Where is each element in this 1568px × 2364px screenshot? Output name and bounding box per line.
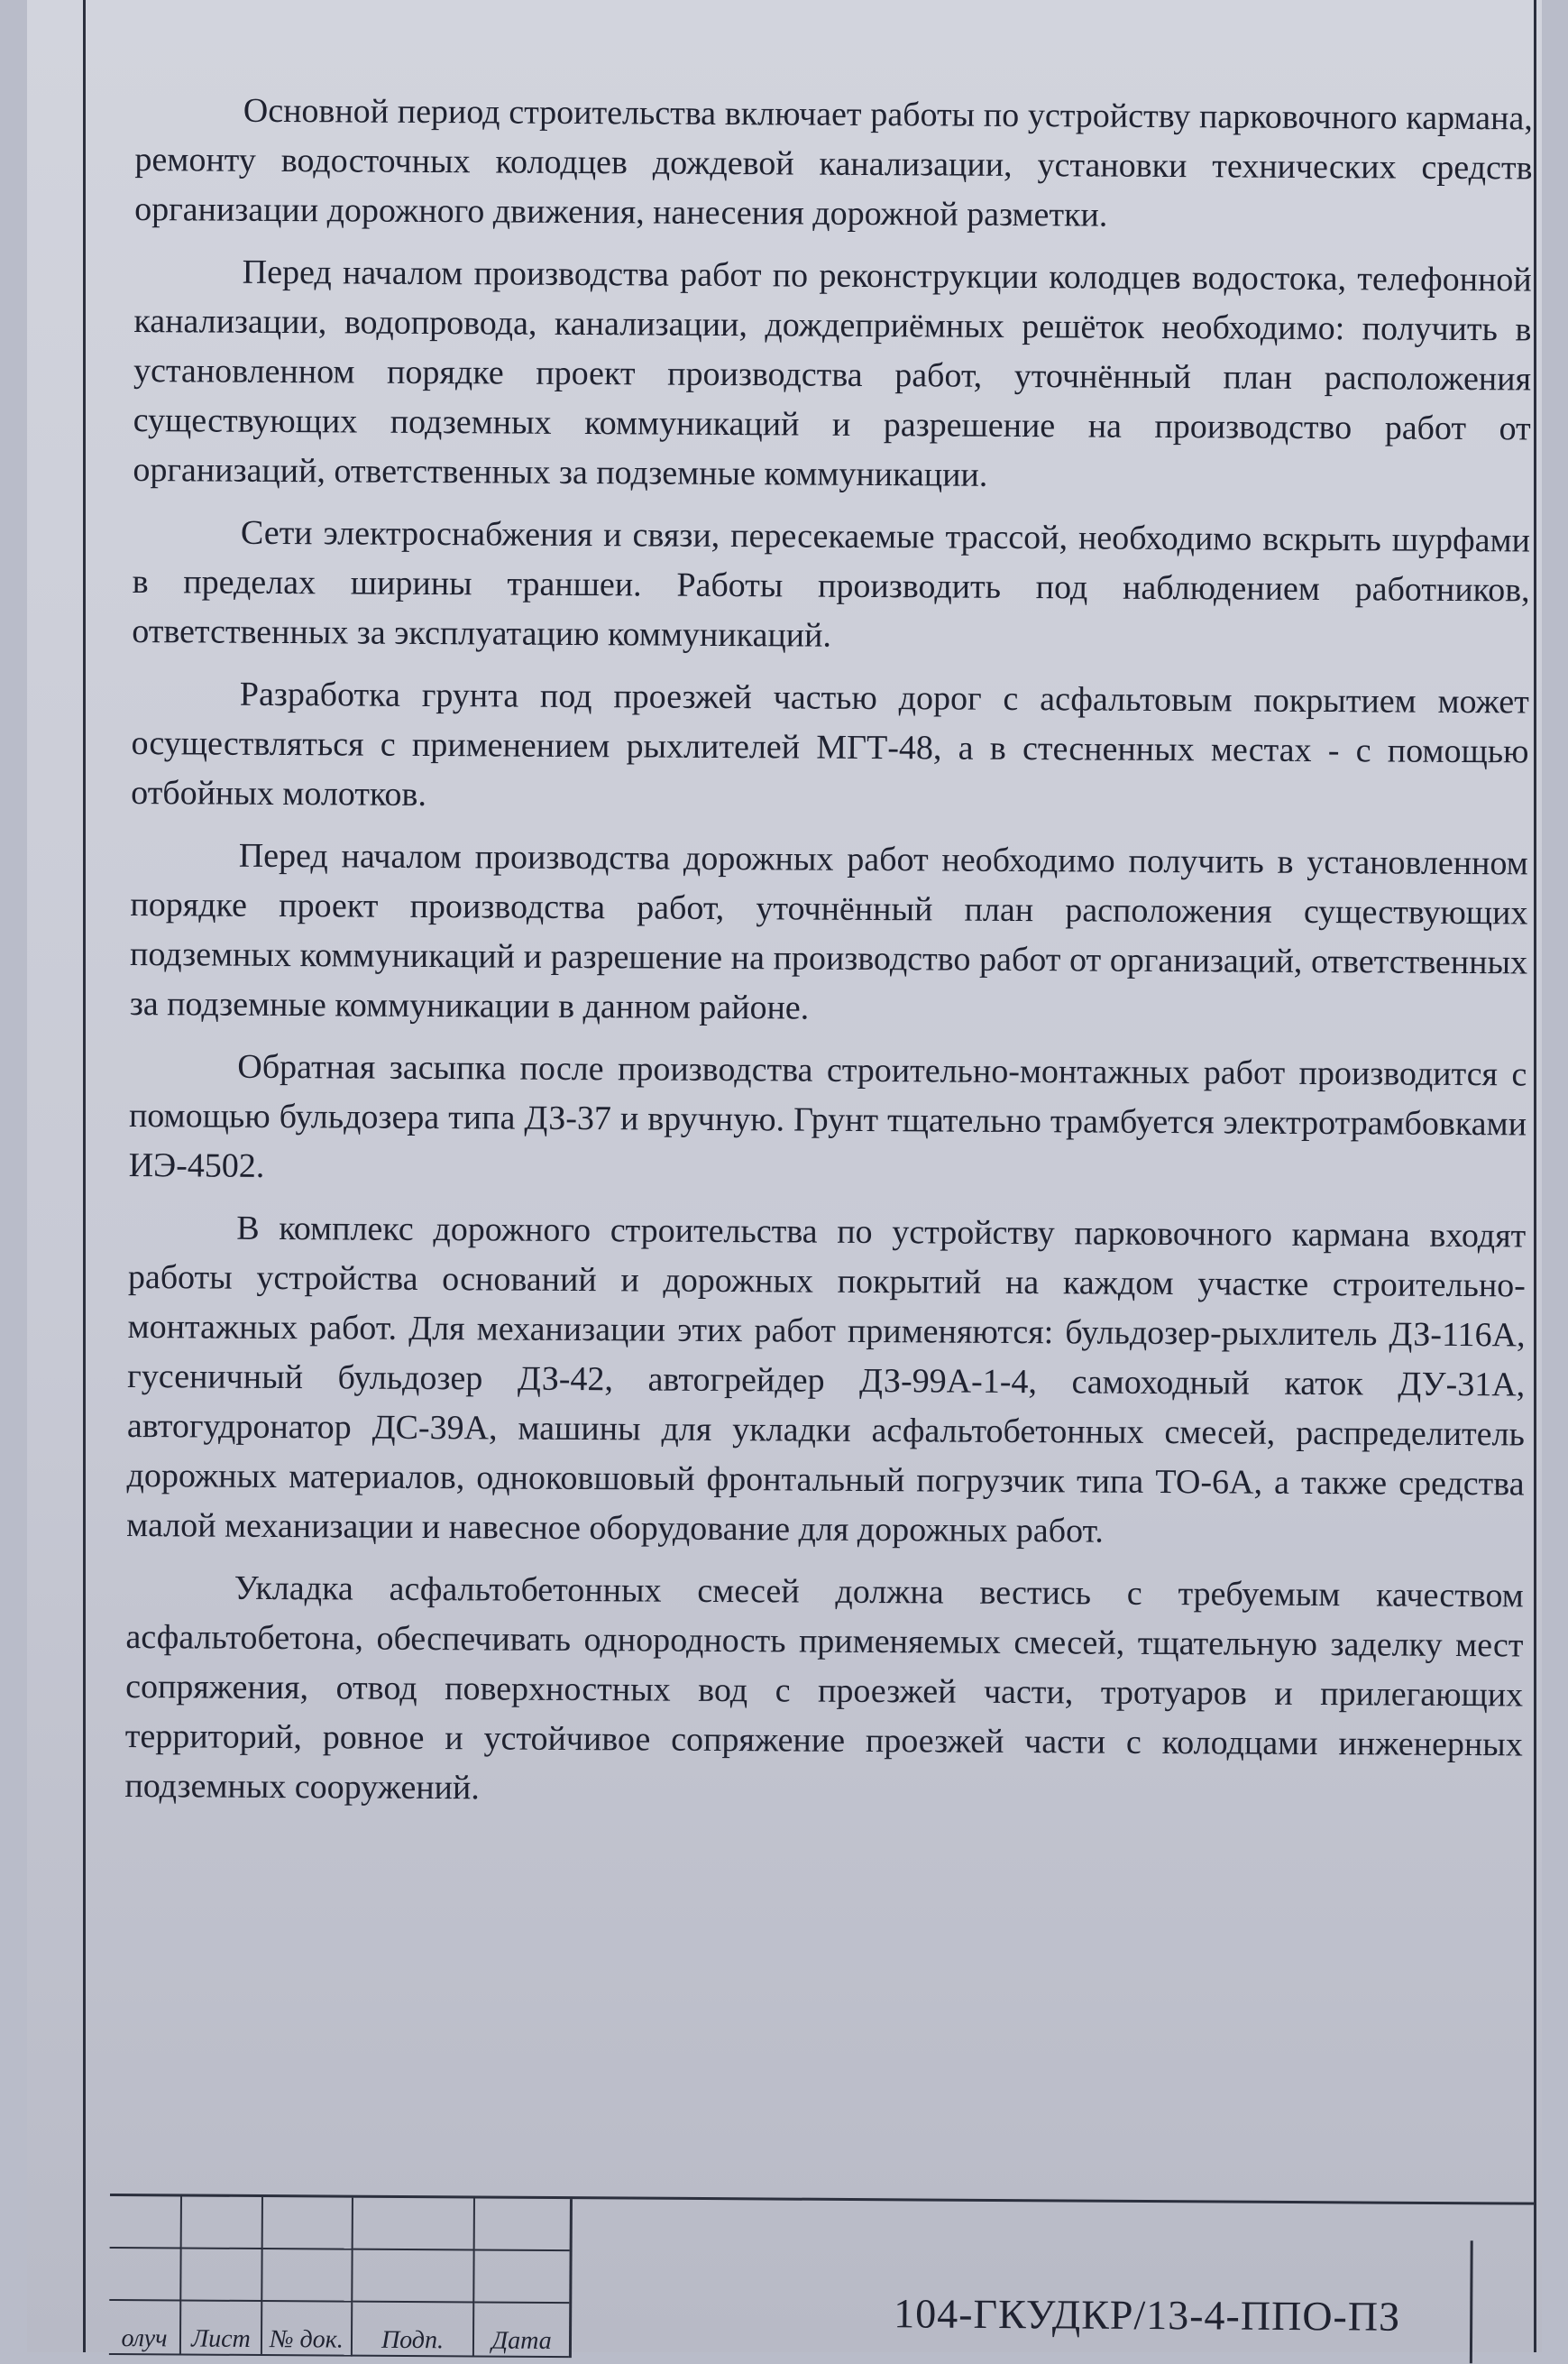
stamp-cell xyxy=(182,2196,263,2249)
stamp-cell xyxy=(109,2249,181,2301)
stamp-column-list: Лист xyxy=(181,2301,262,2356)
paragraph-5: Перед началом производства дорожных работ необходимо получить в установленном порядке проект производства работ, уточнённый план расположения существующих подземных коммуникаций и разрешение на производство работ от организаций, ответственных за подземные коммуникации в данном районе. xyxy=(129,836,1528,1027)
stamp-cell xyxy=(262,2249,353,2303)
stamp-cell xyxy=(475,2198,570,2251)
paragraph-4: Разработка грунта под проезжей частью дорог с асфальтовым покрытием может осуществляться с применением рыхлителей МГТ-48, а в стесненных местах - с помощью отбойных молотков. xyxy=(131,675,1529,814)
paragraph-2: Перед началом производства работ по реконструкции колодцев водостока, телефонной канализации, водопровода, канализации, дождеприёмных решёток необходимо: получить в установленном порядке проект производства работ, уточнённый план расположения существующих подземных коммуникаций и разрешение на производство работ от организаций, ответственных за подземные коммуникации. xyxy=(133,253,1532,494)
stamp-cell xyxy=(263,2197,353,2250)
stamp-cell xyxy=(353,2198,475,2251)
paragraph-7: В комплекс дорожного строительства по устройству парковочного кармана входят работы устройства оснований и дорожных покрытий на каждом участке строительно-монтажных работ. Для механизации этих работ применяются: бульдозер-рыхлитель ДЗ-116А, гусеничный бульдозер ДЗ-42, автогрейдер ДЗ-99А-1-4, самоходный каток ДУ-31А, автогудронатор ДС-39А, машины для укладки асфальтобетонных смесей, распределитель дорожных материалов, одноковшовый фронтальный погрузчик типа ТО-6А, а также средства малой механизации и навесное оборудование для дорожных работ. xyxy=(126,1209,1527,1550)
paragraph-1: Основной период строительства включает работы по устройству парковочного кармана, ремонту водосточных колодцев дождевой канализации, установки технических средств организации дорожного движения, нанесения дорожной разметки. xyxy=(134,91,1533,235)
stamp-cell xyxy=(474,2250,569,2304)
stamp-grid xyxy=(109,2196,573,2358)
sheet-number-box xyxy=(1470,2240,1536,2363)
paragraph-3: Сети электроснабжения и связи, пересекаемые трассой, необходимо вскрыть шурфами в пределах ширины траншеи. Работы производить под наблюдением работников, ответственных за эксплуатацию коммуникаций. xyxy=(132,513,1531,655)
document-sheet xyxy=(27,0,1542,2355)
stamp-column-doc-no: № док. xyxy=(262,2302,353,2357)
stamp-column-signature: Подп. xyxy=(353,2303,474,2358)
body-text xyxy=(124,86,1533,1832)
title-block-stamp xyxy=(109,2194,1536,2364)
stamp-column-izm: олуч xyxy=(109,2301,181,2355)
paragraph-6: Обратная засыпка после производства строительно-монтажных работ производится с помощью бульдозера типа ДЗ-37 и вручную. Грунт тщательно трамбуется электротрамбовками ИЭ-4502. xyxy=(128,1047,1527,1185)
document-code: 104-ГКУДКР/13-4-ППО-ПЗ xyxy=(894,2290,1401,2340)
stamp-cell xyxy=(353,2250,474,2304)
stamp-cell xyxy=(110,2196,182,2249)
stamp-column-date: Дата xyxy=(474,2303,569,2358)
stamp-cell xyxy=(181,2249,262,2302)
paragraph-8: Укладка асфальтобетонных смесей должна вестись с требуемым качеством асфальтобетона, обеспечивать однородность применяемых смесей, тщательную заделку мест сопряжения, отвод поверхностных вод с проезжей части, тротуаров и прилегающих территорий, ровное и устойчивое сопряжение проезжей части с колодцами инженерных подземных сооружений. xyxy=(124,1568,1524,1807)
